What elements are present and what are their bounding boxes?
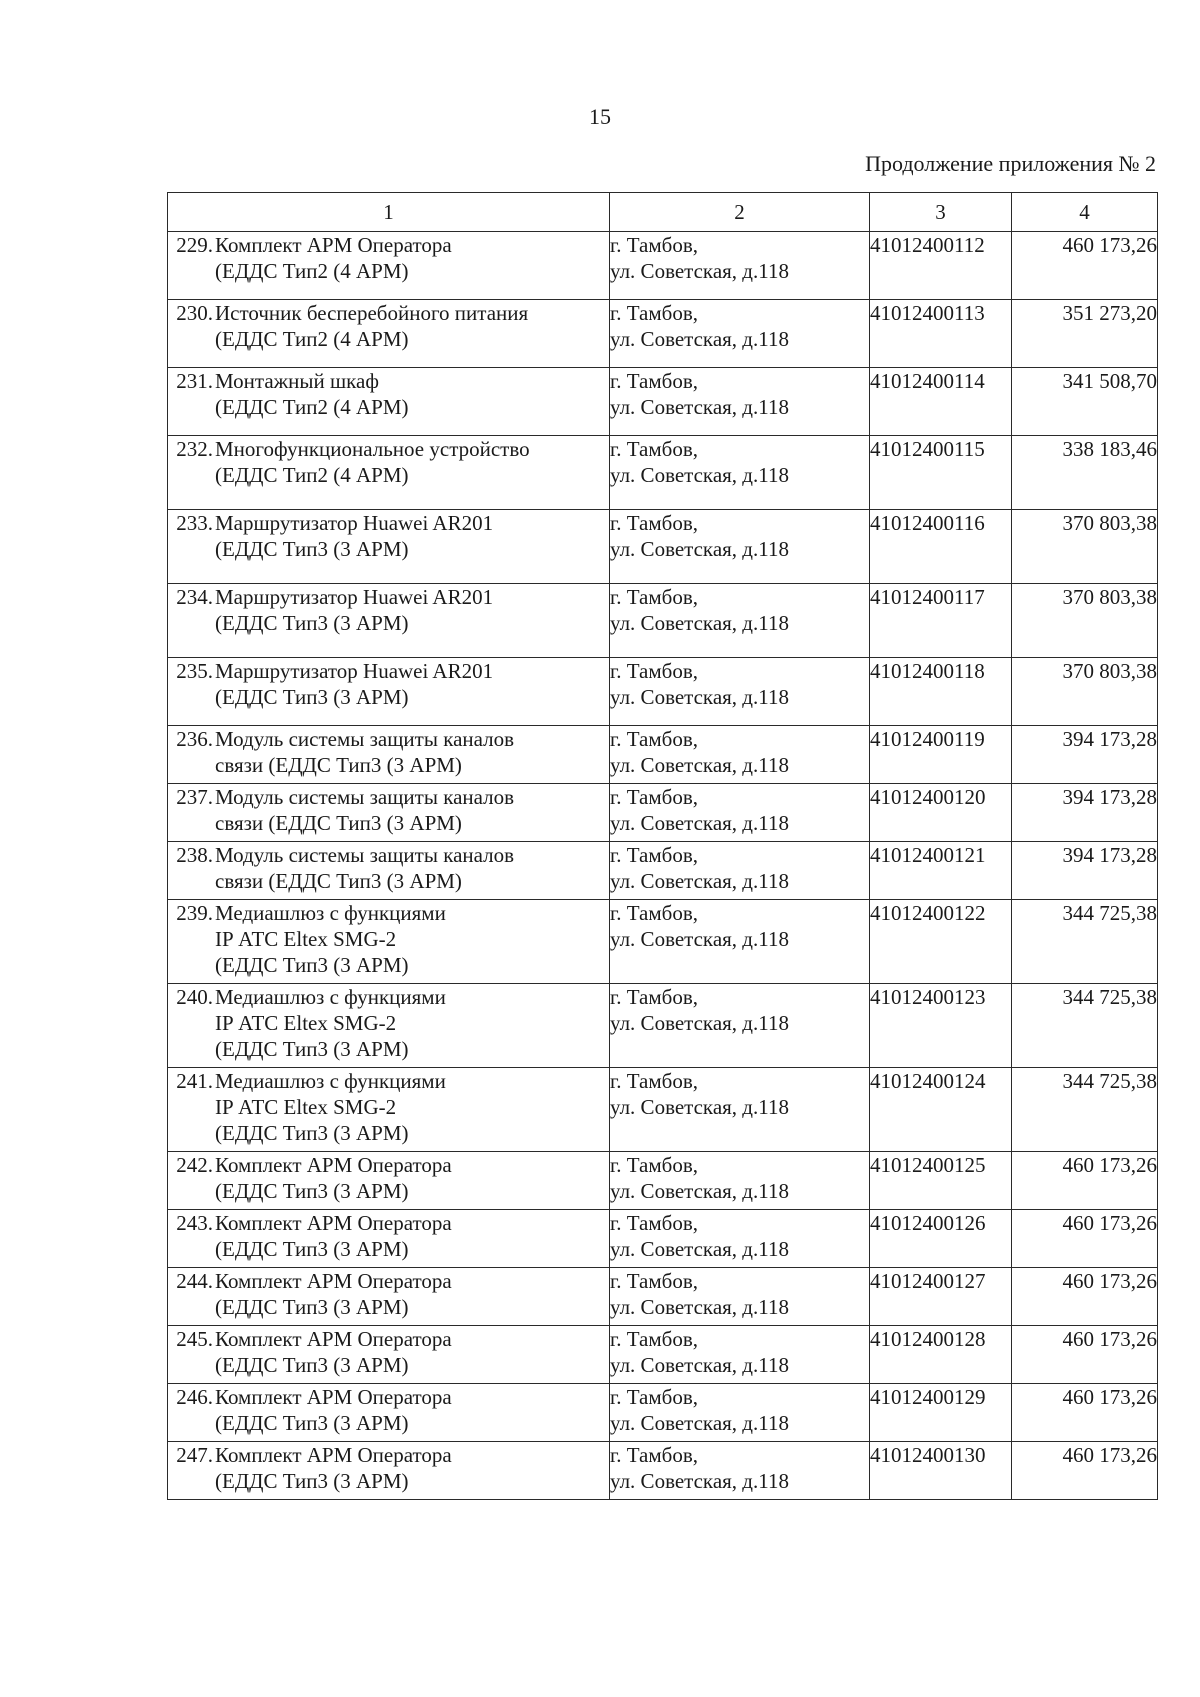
inventory-number: 41012400115 xyxy=(870,436,1012,510)
table-row xyxy=(168,842,1158,900)
inventory-number: 41012400121 xyxy=(870,842,1012,900)
item-address: г. Тамбов, ул. Советская, д.118 xyxy=(610,1443,789,1493)
item-description: Монтажный шкаф (ЕДДС Тип2 (4 АРМ) xyxy=(215,369,409,419)
item-description: Медиашлюз с функциями IP АТС Eltex SMG-2 (ЕДДС Тип3 (3 АРМ) xyxy=(215,1069,446,1145)
item-description: Источник бесперебойного питания (ЕДДС Тип2 (4 АРМ) xyxy=(215,301,529,351)
item-address-cell xyxy=(610,1068,870,1152)
item-value: 344 725,38 xyxy=(1012,900,1158,984)
table-row xyxy=(168,584,1158,658)
item-number: 232. xyxy=(176,437,213,461)
appendix-continuation-note: Продолжение приложения № 2 xyxy=(865,151,1156,176)
item-description: Медиашлюз с функциями IP АТС Eltex SMG-2 (ЕДДС Тип3 (3 АРМ) xyxy=(215,901,446,977)
item-number: 241. xyxy=(176,1069,213,1093)
item-number: 245. xyxy=(176,1327,213,1351)
column-header-4: 4 xyxy=(1012,193,1158,232)
item-name-cell xyxy=(168,1068,610,1152)
item-number: 247. xyxy=(176,1443,213,1467)
item-name-cell xyxy=(168,842,610,900)
table-row xyxy=(168,984,1158,1068)
item-address: г. Тамбов, ул. Советская, д.118 xyxy=(610,1385,789,1435)
item-name-cell xyxy=(168,368,610,436)
item-address-cell xyxy=(610,436,870,510)
item-address: г. Тамбов, ул. Советская, д.118 xyxy=(610,1211,789,1261)
item-value: 344 725,38 xyxy=(1012,1068,1158,1152)
item-name-cell xyxy=(168,784,610,842)
item-name-cell xyxy=(168,658,610,726)
table-row xyxy=(168,1384,1158,1442)
item-name-cell xyxy=(168,1442,610,1500)
item-number: 244. xyxy=(176,1269,213,1293)
item-value: 370 803,38 xyxy=(1012,510,1158,584)
item-number: 235. xyxy=(176,659,213,683)
item-name-cell xyxy=(168,1152,610,1210)
inventory-number: 41012400123 xyxy=(870,984,1012,1068)
item-address: г. Тамбов, ул. Советская, д.118 xyxy=(610,301,789,351)
item-value: 460 173,26 xyxy=(1012,1384,1158,1442)
item-name-cell xyxy=(168,232,610,300)
item-address-cell xyxy=(610,900,870,984)
item-value: 460 173,26 xyxy=(1012,1268,1158,1326)
item-number: 234. xyxy=(176,585,213,609)
item-address: г. Тамбов, ул. Советская, д.118 xyxy=(610,1153,789,1203)
item-address-cell xyxy=(610,1326,870,1384)
item-value: 394 173,28 xyxy=(1012,726,1158,784)
item-name-cell xyxy=(168,1268,610,1326)
item-number: 229. xyxy=(176,233,213,257)
inventory-number: 41012400129 xyxy=(870,1384,1012,1442)
item-value: 370 803,38 xyxy=(1012,584,1158,658)
item-address-cell xyxy=(610,784,870,842)
inventory-number: 41012400112 xyxy=(870,232,1012,300)
item-address-cell xyxy=(610,658,870,726)
item-address: г. Тамбов, ул. Советская, д.118 xyxy=(610,1069,789,1119)
table-row xyxy=(168,232,1158,300)
item-value: 460 173,26 xyxy=(1012,1210,1158,1268)
item-address: г. Тамбов, ул. Советская, д.118 xyxy=(610,511,789,561)
item-address-cell xyxy=(610,1384,870,1442)
item-address-cell xyxy=(610,368,870,436)
table-row xyxy=(168,1068,1158,1152)
table-row xyxy=(168,510,1158,584)
table-row xyxy=(168,1152,1158,1210)
item-value: 460 173,26 xyxy=(1012,1326,1158,1384)
item-description: Медиашлюз с функциями IP АТС Eltex SMG-2 (ЕДДС Тип3 (3 АРМ) xyxy=(215,985,446,1061)
item-number: 246. xyxy=(176,1385,213,1409)
item-name-cell xyxy=(168,510,610,584)
item-name-cell xyxy=(168,1210,610,1268)
item-address-cell xyxy=(610,1268,870,1326)
item-number: 231. xyxy=(176,369,213,393)
table-header-row xyxy=(168,193,1158,232)
item-name-cell xyxy=(168,1384,610,1442)
item-address: г. Тамбов, ул. Советская, д.118 xyxy=(610,437,789,487)
item-description: Комплект АРМ Оператора (ЕДДС Тип2 (4 АРМ) xyxy=(215,233,452,283)
item-number: 243. xyxy=(176,1211,213,1235)
inventory-number: 41012400113 xyxy=(870,300,1012,368)
inventory-number: 41012400127 xyxy=(870,1268,1012,1326)
item-address: г. Тамбов, ул. Советская, д.118 xyxy=(610,1327,789,1377)
item-value: 394 173,28 xyxy=(1012,842,1158,900)
item-address: г. Тамбов, ул. Советская, д.118 xyxy=(610,585,789,635)
table-row xyxy=(168,1442,1158,1500)
table-row xyxy=(168,368,1158,436)
item-number: 233. xyxy=(176,511,213,535)
item-address-cell xyxy=(610,1152,870,1210)
column-header-3: 3 xyxy=(870,193,1012,232)
item-number: 242. xyxy=(176,1153,213,1177)
item-address: г. Тамбов, ул. Советская, д.118 xyxy=(610,233,789,283)
item-address-cell xyxy=(610,584,870,658)
item-number: 236. xyxy=(176,727,213,751)
table-body xyxy=(168,232,1158,1500)
property-table xyxy=(167,192,1158,1500)
item-description: Комплект АРМ Оператора (ЕДДС Тип3 (3 АРМ) xyxy=(215,1443,452,1493)
item-name-cell xyxy=(168,1326,610,1384)
item-value: 370 803,38 xyxy=(1012,658,1158,726)
item-name-cell xyxy=(168,984,610,1068)
item-address: г. Тамбов, ул. Советская, д.118 xyxy=(610,843,789,893)
inventory-number: 41012400119 xyxy=(870,726,1012,784)
inventory-number: 41012400117 xyxy=(870,584,1012,658)
item-name-cell xyxy=(168,436,610,510)
item-description: Модуль системы защиты каналов связи (ЕДДС Тип3 (3 АРМ) xyxy=(215,843,515,893)
item-number: 239. xyxy=(176,901,213,925)
item-number: 240. xyxy=(176,985,213,1009)
table-row xyxy=(168,658,1158,726)
column-header-1: 1 xyxy=(168,193,610,232)
item-address: г. Тамбов, ул. Советская, д.118 xyxy=(610,1269,789,1319)
item-number: 237. xyxy=(176,785,213,809)
item-number: 238. xyxy=(176,843,213,867)
item-address: г. Тамбов, ул. Советская, д.118 xyxy=(610,785,789,835)
item-name-cell xyxy=(168,584,610,658)
item-description: Комплект АРМ Оператора (ЕДДС Тип3 (3 АРМ) xyxy=(215,1153,452,1203)
item-name-cell xyxy=(168,300,610,368)
item-description: Комплект АРМ Оператора (ЕДДС Тип3 (3 АРМ) xyxy=(215,1327,452,1377)
item-address-cell xyxy=(610,232,870,300)
inventory-number: 41012400124 xyxy=(870,1068,1012,1152)
item-address-cell xyxy=(610,1442,870,1500)
inventory-number: 41012400130 xyxy=(870,1442,1012,1500)
item-description: Маршрутизатор Huawei AR201 (ЕДДС Тип3 (3 АРМ) xyxy=(215,585,494,635)
item-value: 338 183,46 xyxy=(1012,436,1158,510)
table-row xyxy=(168,1326,1158,1384)
item-address-cell xyxy=(610,726,870,784)
item-name-cell xyxy=(168,900,610,984)
item-value: 341 508,70 xyxy=(1012,368,1158,436)
item-address-cell xyxy=(610,842,870,900)
item-address-cell xyxy=(610,984,870,1068)
item-description: Комплект АРМ Оператора (ЕДДС Тип3 (3 АРМ) xyxy=(215,1269,452,1319)
item-value: 460 173,26 xyxy=(1012,232,1158,300)
inventory-number: 41012400128 xyxy=(870,1326,1012,1384)
item-value: 344 725,38 xyxy=(1012,984,1158,1068)
item-description: Модуль системы защиты каналов связи (ЕДДС Тип3 (3 АРМ) xyxy=(215,785,515,835)
item-address: г. Тамбов, ул. Советская, д.118 xyxy=(610,901,789,951)
item-description: Маршрутизатор Huawei AR201 (ЕДДС Тип3 (3 АРМ) xyxy=(215,659,494,709)
table-row xyxy=(168,784,1158,842)
item-value: 394 173,28 xyxy=(1012,784,1158,842)
item-address-cell xyxy=(610,1210,870,1268)
item-description: Модуль системы защиты каналов связи (ЕДДС Тип3 (3 АРМ) xyxy=(215,727,515,777)
table-row xyxy=(168,900,1158,984)
item-value: 351 273,20 xyxy=(1012,300,1158,368)
inventory-number: 41012400114 xyxy=(870,368,1012,436)
page-number: 15 xyxy=(589,104,611,129)
table-row xyxy=(168,300,1158,368)
table-row xyxy=(168,726,1158,784)
item-value: 460 173,26 xyxy=(1012,1152,1158,1210)
column-header-2: 2 xyxy=(610,193,870,232)
table-row xyxy=(168,1268,1158,1326)
item-address-cell xyxy=(610,510,870,584)
item-name-cell xyxy=(168,726,610,784)
item-address-cell xyxy=(610,300,870,368)
inventory-number: 41012400122 xyxy=(870,900,1012,984)
item-address: г. Тамбов, ул. Советская, д.118 xyxy=(610,985,789,1035)
item-address: г. Тамбов, ул. Советская, д.118 xyxy=(610,369,789,419)
table-row xyxy=(168,1210,1158,1268)
item-address: г. Тамбов, ул. Советская, д.118 xyxy=(610,727,789,777)
inventory-number: 41012400118 xyxy=(870,658,1012,726)
inventory-number: 41012400116 xyxy=(870,510,1012,584)
inventory-number: 41012400126 xyxy=(870,1210,1012,1268)
item-value: 460 173,26 xyxy=(1012,1442,1158,1500)
item-address: г. Тамбов, ул. Советская, д.118 xyxy=(610,659,789,709)
item-description: Комплект АРМ Оператора (ЕДДС Тип3 (3 АРМ) xyxy=(215,1211,452,1261)
item-description: Маршрутизатор Huawei AR201 (ЕДДС Тип3 (3 АРМ) xyxy=(215,511,494,561)
inventory-number: 41012400120 xyxy=(870,784,1012,842)
item-description: Многофункциональное устройство (ЕДДС Тип2 (4 АРМ) xyxy=(215,437,530,487)
item-number: 230. xyxy=(176,301,213,325)
inventory-number: 41012400125 xyxy=(870,1152,1012,1210)
table-row xyxy=(168,436,1158,510)
item-description: Комплект АРМ Оператора (ЕДДС Тип3 (3 АРМ) xyxy=(215,1385,452,1435)
